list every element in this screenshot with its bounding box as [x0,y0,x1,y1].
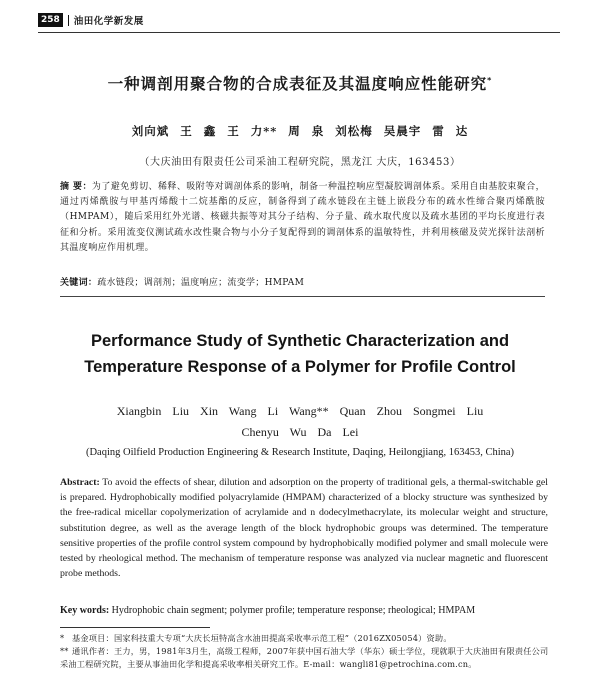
chinese-title [0,72,600,94]
english-keywords [60,604,548,618]
chinese-authors: 刘向斌 王 鑫 王 力** 周 泉 刘松梅 吴晨宇 雷 达 [131,124,469,138]
running-header [38,12,144,28]
english-title-line-2: Temperature Response of a Polymer for Profile Control [84,358,516,376]
header-separator [68,15,69,26]
footnote-text: 基金项目：国家科技重大专项“大庆长垣特高含水油田提高采收率示范工程”（2016ZX05054）资助。 [72,633,452,643]
chinese-affiliation: （大庆油田有限责任公司采油工程研究院，黑龙江 大庆，163453） [139,157,461,168]
english-abstract [60,475,548,581]
chinese-abstract-label: 摘 要： [60,182,92,192]
footnote-text: 通讯作者：王力，男，1981年3月生，高级工程师，2007年获中国石油大学（华东）硕士学位，现就职于大庆油田有限责任公司采油工程研究院，主要从事油田化学和提高采收率相关研究工作。E-mail：wangli81@petrochina.com.cn。 [60,646,549,670]
title-footnote-mark: * [487,75,493,85]
footnote-rule [60,627,210,628]
english-authors-line-2: Chenyu Wu Da Lei [241,425,359,439]
footnote-funding [60,632,550,645]
english-abstract-text: To avoid the effects of shear, dilution and adsorption on the property of traditional gels, a thermal-switchable gel is prepared. Hydrophobically modified polyacrylamide (HMPAM) characterized of a blocky structure was synthesized by the free-radical micellar copolymerization of acrylamide and n dodecylmethacrylate, its molecular weight and structure, substitution degree, as well as the average length of the block hydrophobic groups was determined. The temperature sensitive properties of the profile control system compound by hydrophobically modified polymer and small molecule were tested by rheological method. The mechanism of temperature response was analyzed via nuclear magnetic and fluorescent probe methods. [60,477,548,580]
chinese-keywords-label: 关键词： [60,278,98,288]
page-number: 258 [38,13,63,27]
english-authors [0,401,600,443]
chinese-title-text: 一种调剖用聚合物的合成表征及其温度响应性能研究 [107,75,488,93]
footnote-corresponding-author [60,645,550,671]
footnote-mark: ** [60,646,69,657]
english-title [0,328,600,380]
english-affiliation: (Daqing Oilfield Production Engineering & Research Institute, Daqing, Heilongjiang, 163453, China) [85,447,515,458]
section-divider [60,296,545,297]
chinese-abstract-text: 为了避免剪切、稀释、吸附等对调剖体系的影响，制备一种温控响应型凝胶调剖体系。采用自由基胶束聚合，通过丙烯酰胺与甲基丙烯酸十二烷基酯的反应，制备得到了疏水链段在主链上嵌段分布的疏水性缔合聚丙烯酰胺（HMPAM），随后采用红外光谱、核磁共振等对其分子结构、分子量、疏水取代度以及疏水基团的平均长度进行表征和分析。采用流变仪测试疏水改性聚合物与小分子复配得到的调剖体系的温敏特性，并利用核磁及荧光探针法剖析其温度响应作用机理。 [60,182,546,253]
footnotes [60,632,550,672]
journal-name: 油田化学新发展 [73,16,144,27]
english-keywords-label: Key words: [60,605,110,616]
chinese-abstract [60,180,545,256]
chinese-keywords [60,276,545,290]
header-rule [38,32,560,33]
english-abstract-label: Abstract: [60,477,100,488]
chinese-keywords-text: 疏水链段；调剖剂；温度响应；流变学；HMPAM [97,278,305,288]
english-title-line-1: Performance Study of Synthetic Characterization and [90,332,510,350]
english-keywords-text: Hydrophobic chain segment; polymer profile; temperature response; rheological; HMPAM [111,605,476,616]
english-authors-line-1: Xiangbin Liu Xin Wang Li Wang** Quan Zhou Songmei Liu [116,404,484,418]
footnote-mark: * [60,633,65,643]
